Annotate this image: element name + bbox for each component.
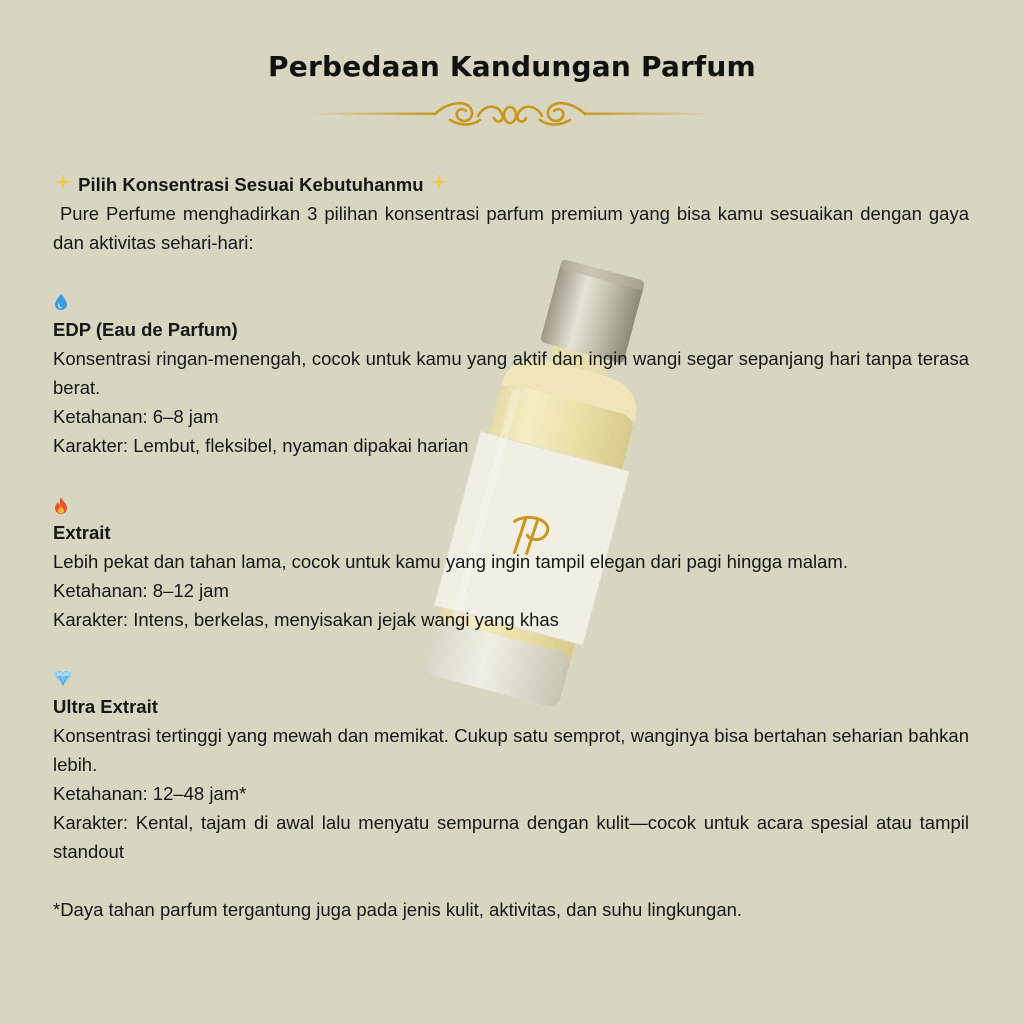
section-character-extrait: Karakter: Intens, berkelas, menyisakan jejak wangi yang khas	[53, 609, 559, 630]
section-heading-extrait: Extrait	[53, 522, 111, 543]
section-duration-edp: Ketahanan: 6–8 jam	[53, 406, 219, 427]
section-character-ultra-extrait: Karakter: Kental, tajam di awal lalu menyatu sempurna dengan kulit—cocok untuk acara spesial atau tampil standout	[53, 812, 969, 862]
gem-icon	[53, 663, 969, 692]
sparkles-icon	[429, 170, 449, 199]
section-description-edp: Konsentrasi ringan-menengah, cocok untuk kamu yang aktif dan ingin wangi segar sepanjang hari tanpa terasa berat.	[53, 348, 969, 398]
droplet-icon	[53, 286, 969, 315]
section-description-extrait: Lebih pekat dan tahan lama, cocok untuk kamu yang ingin tampil elegan dari pagi hingga malam.	[53, 551, 848, 572]
intro-heading	[53, 170, 969, 199]
intro-heading-text: Pilih Konsentrasi Sesuai Kebutuhanmu	[78, 174, 424, 195]
section-heading-ultra-extrait: Ultra Extrait	[53, 696, 158, 717]
footnote: *Daya tahan parfum tergantung juga pada jenis kulit, aktivitas, dan suhu lingkungan.	[53, 899, 743, 920]
section-duration-ultra-extrait: Ketahanan: 12–48 jam*	[53, 783, 247, 804]
page-title: Perbedaan Kandungan Parfum	[268, 50, 756, 83]
section-description-ultra-extrait: Konsentrasi tertinggi yang mewah dan memikat. Cukup satu semprot, wanginya bisa bertahan seharian bahkan lebih.	[53, 725, 969, 775]
section-character-edp: Karakter: Lembut, fleksibel, nyaman dipakai harian	[53, 435, 469, 456]
intro-text: Pure Perfume menghadirkan 3 pilihan konsentrasi parfum premium yang bisa kamu sesuaikan dengan gaya dan aktivitas sehari-hari:	[53, 203, 975, 253]
content-body	[53, 170, 975, 924]
section-duration-extrait: Ketahanan: 8–12 jam	[53, 580, 229, 601]
ornament-divider-icon	[300, 96, 720, 132]
sparkles-icon	[53, 170, 73, 199]
section-heading-edp: EDP (Eau de Parfum)	[53, 319, 238, 340]
fire-icon	[53, 489, 969, 518]
